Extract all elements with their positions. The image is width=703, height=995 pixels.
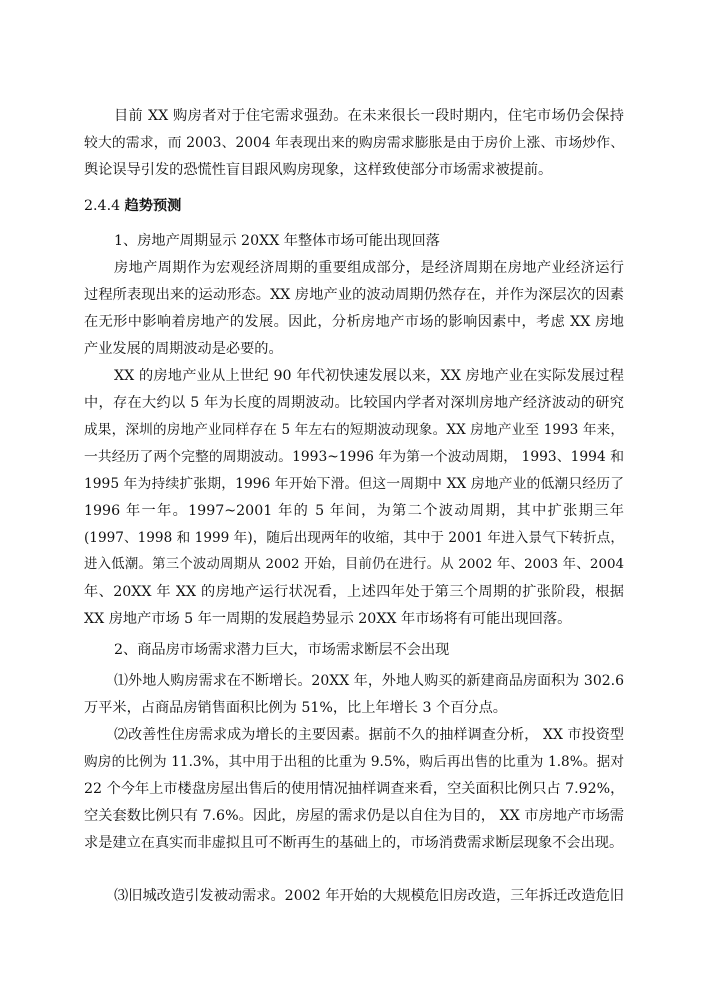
section-title: 趋势预测 xyxy=(124,198,182,214)
paragraph-line: (1997、1998 和 1999 年)，随后出现两年的收缩，其中于 2001 年进入景气下转折点， xyxy=(84,530,624,546)
paragraph-line: 万平米，占商品房销售面积比例为 51%，比上年增长 3 个百分点。 xyxy=(84,700,507,716)
paragraph-line: 进入低潮。第三个波动周期从 2002 开始，目前仍在进行。从 2002 年、2003 年、2004 xyxy=(84,557,624,572)
paragraph-line: 较大的需求，而 2003、2004 年表现出来的购房需求膨胀是由于房价上涨、市场炒作、 xyxy=(84,135,624,151)
paragraph-line: 目前 XX 购房者对于住宅需求强劲。在未来很长一段时期内，住宅市场仍会保持 xyxy=(114,108,624,124)
paragraph-line: 一共经历了两个完整的周期波动。1993~1996 年为第一个波动周期， 1993、1994 和 xyxy=(84,449,624,465)
paragraph-line: 1995 年为持续扩张期，1996 年开始下滑。但这一周期中 XX 房地产业的低潮只经历了 xyxy=(84,476,624,492)
paragraph-line: ⑴外地人购房需求在不断增长。20XX 年，外地人购买的新建商品房面积为 302.6 xyxy=(114,673,624,689)
paragraph-line: 产业发展的周期波动是必要的。 xyxy=(84,341,283,357)
paragraph-line: 年、20XX 年 XX 的房地产运行状况看，上述四年处于第三个周期的扩张阶段，根据 xyxy=(84,584,624,600)
paragraph-line: 成果，深圳的房地产业同样存在 5 年左右的短期波动现象。XX 房地产业至 1993 年来， xyxy=(84,422,624,438)
paragraph-line: 22 个今年上市楼盘房屋出售后的使用情况抽样调查来看，空关面积比例只占 7.92%， xyxy=(84,781,625,797)
paragraph-line: 在无形中影响着房地产的发展。因此，分析房地产市场的影响因素中，考虑 XX 房地 xyxy=(84,314,624,330)
paragraph-line: 房地产周期作为宏观经济周期的重要组成部分，是经济周期在房地产业经济运行 xyxy=(114,260,624,276)
paragraph-line: 过程所表现出来的运动形态。XX 房地产业的波动周期仍然存在，并作为深层次的因素 xyxy=(84,287,624,303)
paragraph-line: 空关套数比例只有 7.6%。因此，房屋的需求仍是以自住为目的， XX 市房地产市场需 xyxy=(84,808,624,824)
paragraph-line: 舆论误导引发的恐慌性盲目跟风购房现象，这样致使部分市场需求被提前。 xyxy=(84,162,553,178)
paragraph-line: 购房的比例为 11.3%，其中用于出租的比重为 9.5%，购后再出售的比重为 1.8%。据对 xyxy=(84,754,624,770)
paragraph-line: ⑵改善性住房需求成为增长的主要因素。据前不久的抽样调查分析， XX 市投资型 xyxy=(114,727,624,743)
subheading: 1、房地产周期显示 20XX 年整体市场可能出现回落 xyxy=(114,233,440,249)
paragraph-line: ⑶旧城改造引发被动需求。2002 年开始的大规模危旧房改造，三年拆迁改造危旧 xyxy=(114,888,624,904)
section-number: 2.4.4 xyxy=(84,198,125,214)
paragraph-line: XX 的房地产业从上世纪 90 年代初快速发展以来，XX 房地产业在实际发展过程 xyxy=(114,368,624,384)
section-heading xyxy=(84,196,181,216)
paragraph-line: 1996 年一年。1997~2001 年的 5 年间，为第二个波动周期，其中扩张期三年 xyxy=(84,503,624,519)
subheading: 2、商品房市场需求潜力巨大，市场需求断层不会出现 xyxy=(114,642,450,658)
paragraph-line: XX 房地产市场 5 年一周期的发展趋势显示 20XX 年市场将有可能出现回落。 xyxy=(84,611,572,627)
paragraph-line: 求是建立在真实而非虚拟且可不断再生的基础上的，市场消费需求断层现象不会出现。 xyxy=(84,835,624,851)
paragraph-line: 中，存在大约以 5 年为长度的周期波动。比较国内学者对深圳房地产经济波动的研究 xyxy=(84,395,624,411)
